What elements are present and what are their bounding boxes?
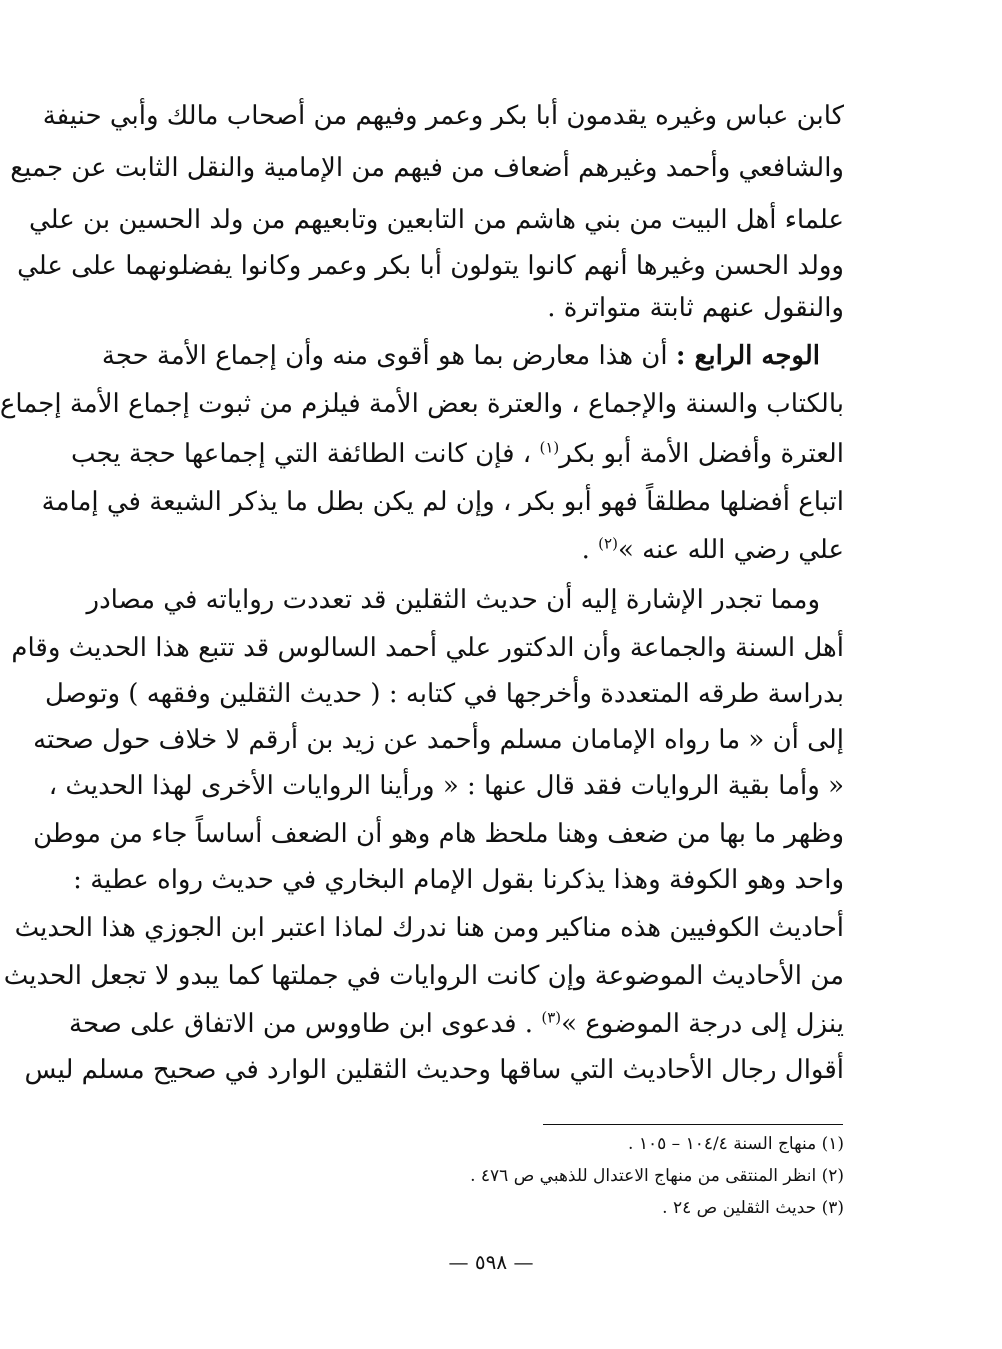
footnote-separator [543, 1124, 843, 1125]
footnote: (٢) انظر المنتقى من منهاج الاعتدال للذهبي ص ٤٧٦ . [470, 1166, 844, 1186]
text-line: اتباع أفضلها مطلقاً فهو أبو بكر ، وإن لم يكن بطل ما يذكر الشيعة في إمامة [41, 487, 844, 517]
text-line [220, 524, 844, 576]
footnote-ref: (٣) [541, 1008, 562, 1027]
text-span: . فدعوى ابن طاووس من الاتفاق على صحة [69, 1009, 542, 1039]
text-span: ينزل إلى درجة الموضوع » [561, 1009, 844, 1039]
text-line: « وأما بقية الروايات فقد قال عنها : « ورأينا الروايات الأخرى لهذا الحديث ، [48, 771, 844, 801]
text-line: بالكتاب والسنة والإجماع ، والعترة بعض الأمة فيلزم من ثبوت إجماع الأمة إجماع [0, 389, 844, 419]
text-line: أحاديث الكوفيين هذه مناكير ومن هنا ندرك لماذا اعتبر ابن الجوزي هذا الحديث [14, 913, 844, 943]
section-lead: الوجه الرابع : [675, 341, 820, 371]
footnote: (١) منهاج السنة ١٠٤/٤ – ١٠٥ . [628, 1134, 844, 1154]
text-line: أهل السنة والجماعة وأن الدكتور علي أحمد السالوس قد تتبع هذا الحديث وقام [11, 633, 844, 663]
text-line [69, 998, 844, 1050]
text-span: . [581, 535, 599, 565]
text-span: علي رضي الله عنه » [617, 535, 844, 565]
text-line: أقوال رجال الأحاديث التي ساقها وحديث الثقلين الوارد في صحيح مسلم ليس [24, 1055, 844, 1085]
text-span: أن هذا معارض بما هو أقوى منه وأن إجماع الأمة حجة [101, 341, 676, 371]
text-line [71, 428, 844, 480]
text-line: ومما تجدر الإشارة إليه أن حديث الثقلين قد تعددت رواياته في مصادر [86, 585, 820, 615]
footnote-ref: (١) [539, 438, 560, 457]
text-line [101, 330, 820, 382]
text-line: وولد الحسن وغيرها أنهم كانوا يتولون أبا بكر وعمر وكانوا يفضلونهما على علي [17, 251, 844, 281]
text-span: العترة وأفضل الأمة أبو بكر [559, 439, 844, 469]
footnote: (٣) حديث الثقلين ص ٢٤ . [662, 1198, 844, 1218]
text-line: علماء أهل البيت من بني هاشم من التابعين وتابعيهم من ولد الحسين بن علي [28, 205, 844, 235]
text-line: والنقول عنهم ثابتة متواترة . [547, 293, 844, 323]
text-line: والشافعي وأحمد وغيرهم أضعاف من فيهم من الإمامية والنقل الثابت عن جميع [10, 153, 844, 183]
page-number: — ٥٩٨ — [448, 1250, 534, 1274]
text-line: إلى أن « ما رواه الإمامان مسلم وأحمد عن زيد بن أرقم لا خلاف حول صحته [33, 725, 844, 755]
text-line: واحد وهو الكوفة وهذا يذكرنا بقول الإمام البخاري في حديث رواه عطية : [73, 865, 844, 895]
text-line: بدراسة طرقه المتعددة وأخرجها في كتابه : ( حديث الثقلين وفقهه ) وتوصل [45, 679, 844, 709]
text-line: وظهر ما بها من ضعف وهنا ملحظ هام وهو أن الضعف أساساً جاء من موطن [33, 819, 844, 849]
text-span: ، فإن كانت الطائفة التي إجماعها حجة يجب [71, 439, 540, 469]
text-line: كابن عباس وغيره يقدمون أبا بكر وعمر وفيهم من أصحاب مالك وأبي حنيفة [42, 101, 844, 131]
text-line: من الأحاديث الموضوعة وإن كانت الروايات في جملتها كما يبدو لا تجعل الحديث [3, 961, 844, 991]
footnote-ref: (٢) [598, 534, 618, 553]
